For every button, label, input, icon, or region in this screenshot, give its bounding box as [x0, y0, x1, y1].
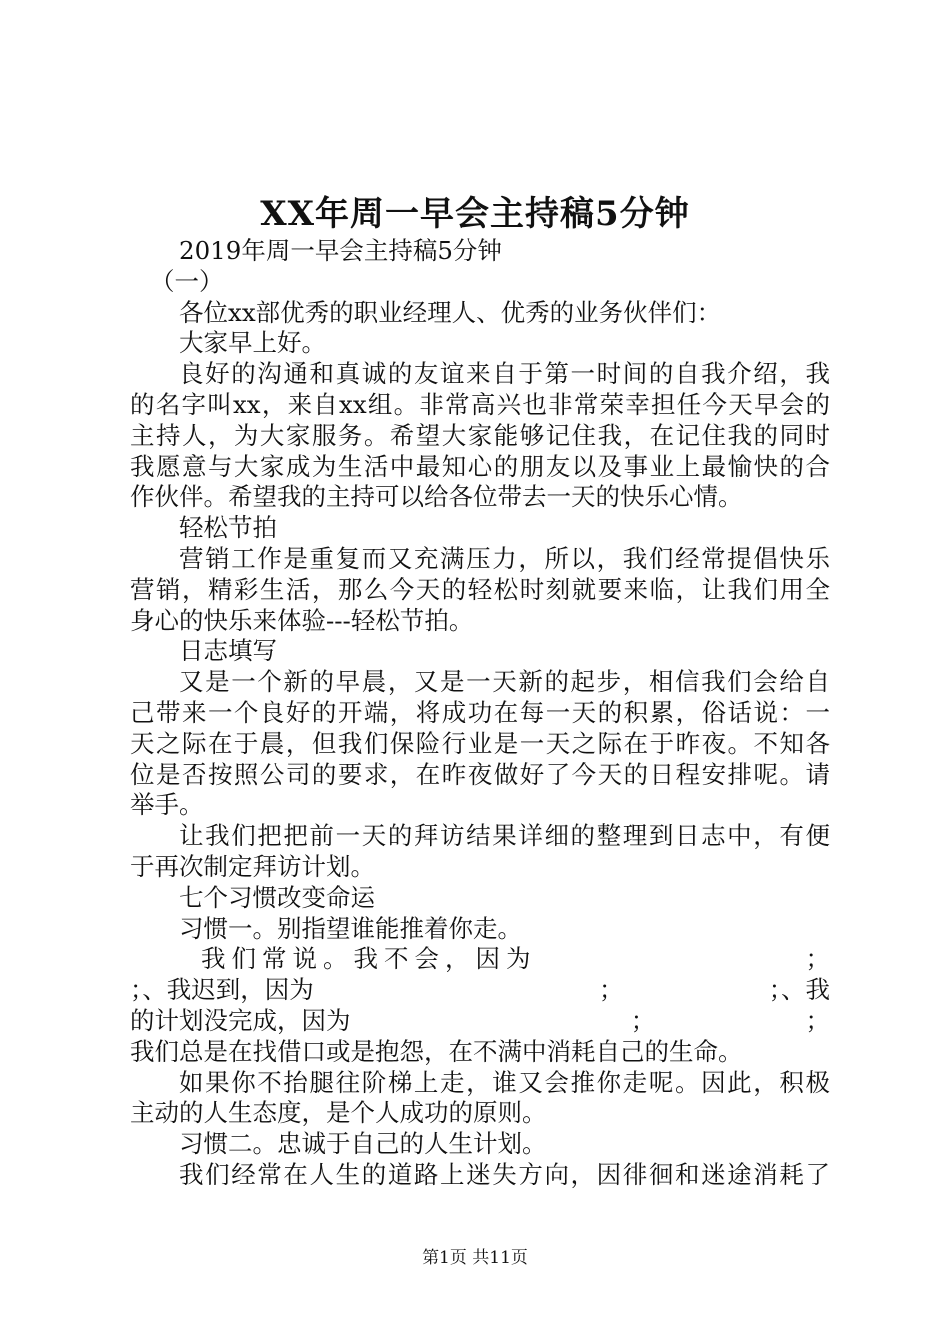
paragraph-line: 的名字叫xx，来自xx组。非常高兴也非常荣幸担任今天早会的 [130, 389, 830, 419]
page-footer: 第1页 共11页 [422, 1248, 528, 1268]
line-segment: 我们常说。我不会，因为 [201, 944, 537, 974]
paragraph-line: 我们总是在找借口或是抱怨，在不满中消耗自己的生命。 [130, 1036, 743, 1066]
paragraph-line: 身心的快乐来体验---轻松节拍。 [130, 605, 474, 635]
paragraph-line: （一） [150, 266, 224, 296]
section-heading: 轻松节拍 [179, 513, 277, 543]
paragraph-line-gapped [130, 944, 830, 975]
paragraph-line: 又是一个新的早晨，又是一天新的起步，相信我们会给自 [179, 667, 830, 697]
paragraph-line: 营销，精彩生活，那么今天的轻松时刻就要来临，让我们用全 [130, 574, 830, 604]
line-segment: ； [599, 975, 624, 1005]
paragraph-line: 大家早上好。 [179, 328, 326, 358]
paragraph-line: 2019年周一早会主持稿5分钟 [179, 236, 502, 265]
section-heading: 日志填写 [179, 636, 277, 666]
paragraph-line-gapped [130, 975, 830, 1006]
document-title: XX年周一早会主持稿5分钟 [260, 194, 690, 234]
paragraph-line: 习惯一。别指望谁能推着你走。 [179, 913, 522, 943]
line-segment: ； [805, 1005, 830, 1035]
paragraph-line: 己带来一个良好的开端，将成功在每一天的积累，俗话说：一 [130, 697, 830, 727]
paragraph-line: 位是否按照公司的要求，在昨夜做好了今天的日程安排呢。请 [130, 759, 830, 789]
paragraph-line: 我愿意与大家成为生活中最知心的朋友以及事业上最愉快的合 [130, 451, 830, 481]
paragraph-line: 主持人，为大家服务。希望大家能够记住我，在记住我的同时 [130, 420, 830, 450]
paragraph-line: 天之际在于晨，但我们保险行业是一天之际在于昨夜。不知各 [130, 728, 830, 758]
paragraph-line: 于再次制定拜访计划。 [130, 851, 375, 881]
section-heading: 习惯二。忠诚于自己的人生计划。 [179, 1129, 547, 1159]
paragraph-line: 让我们把把前一天的拜访结果详细的整理到日志中，有便 [179, 821, 830, 851]
paragraph-line: 作伙伴。希望我的主持可以给各位带去一天的快乐心情。 [130, 482, 743, 512]
paragraph-line: 营销工作是重复而又充满压力，所以，我们经常提倡快乐 [179, 543, 830, 573]
paragraph-line: 举手。 [130, 790, 204, 820]
paragraph-line: 我们经常在人生的道路上迷失方向，因徘徊和迷途消耗了 [179, 1159, 830, 1189]
paragraph-line: 良好的沟通和真诚的友谊来自于第一时间的自我介绍，我 [179, 359, 830, 389]
line-segment: 的计划没完成，因为 [130, 1005, 351, 1035]
paragraph-line: 如果你不抬腿往阶梯上走，谁又会推你走呢。因此，积极 [179, 1067, 830, 1097]
line-segment: ； [805, 944, 830, 974]
paragraph-line-gapped [130, 1006, 830, 1037]
paragraph-line: 各位xx部优秀的职业经理人、优秀的业务伙伴们： [179, 297, 722, 327]
document-body [130, 236, 830, 1191]
line-segment: ； [630, 1005, 656, 1035]
line-segment: ；、我迟到，因为 [130, 975, 314, 1005]
section-heading: 七个习惯改变命运 [179, 882, 375, 912]
paragraph-line: 主动的人生态度，是个人成功的原则。 [130, 1098, 547, 1128]
line-segment: ；、我 [768, 975, 830, 1005]
